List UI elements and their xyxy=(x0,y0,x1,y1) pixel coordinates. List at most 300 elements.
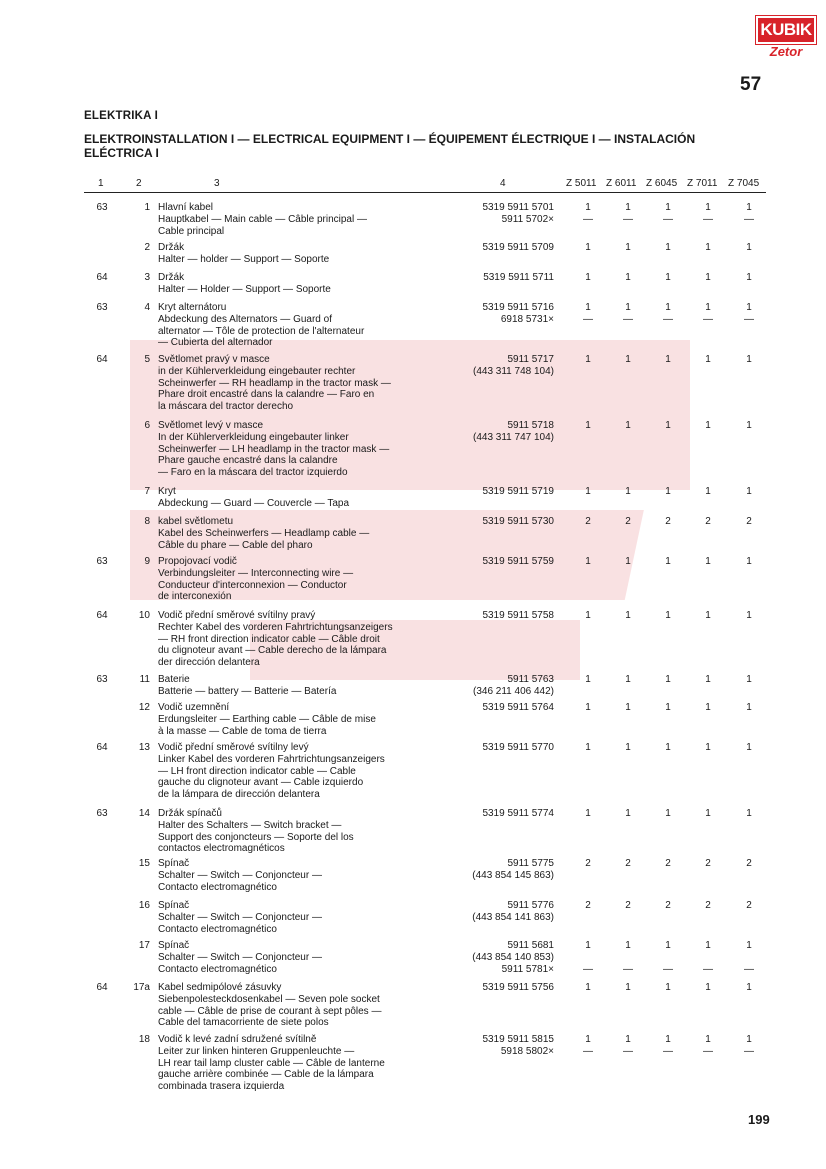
quantity-value: 2 xyxy=(705,900,711,911)
description-line: Kabel sedmipólové zásuvky xyxy=(158,982,282,993)
part-number-line: 5319 5911 5701 xyxy=(482,202,554,213)
section-heading: ELEKTRIKA I xyxy=(84,110,158,122)
row-position: 14 xyxy=(138,808,150,819)
part-number-line: 5911 5763 xyxy=(507,674,554,685)
quantity-value: 1 xyxy=(585,302,591,313)
column-header-z6011: Z 6011 xyxy=(606,178,637,189)
row-quantity-z5011 xyxy=(577,516,599,528)
row-part-number xyxy=(430,674,554,698)
row-quantity-z5011 xyxy=(577,1034,599,1058)
row-quantity-z6011 xyxy=(617,354,639,366)
description-line: Hauptkabel — Main cable — Câble principal — xyxy=(158,213,367,225)
quantity-value: 1 xyxy=(625,940,631,951)
row-quantity-z7011 xyxy=(697,486,719,498)
quantity-value: — xyxy=(703,313,713,325)
quantity-value: 1 xyxy=(665,940,671,951)
row-description xyxy=(158,302,448,349)
quantity-value: 1 xyxy=(625,272,631,283)
description-line: Spínač xyxy=(158,858,190,869)
quantity-value: 1 xyxy=(625,742,631,753)
description-line: Vodič přední směrové svítilny levý xyxy=(158,742,309,753)
row-quantity-z6045 xyxy=(657,354,679,366)
part-number-line: 5911 5776 xyxy=(507,900,554,911)
row-ref: 64 xyxy=(96,610,108,621)
row-part-number xyxy=(430,858,554,882)
row-quantity-z7011 xyxy=(697,982,719,994)
row-quantity-z6045 xyxy=(657,486,679,498)
description-line: du clignoteur avant — Cable derecho de la lámpara xyxy=(158,645,387,657)
row-description xyxy=(158,940,448,975)
description-line: Verbindungsleiter — Interconnecting wire — xyxy=(158,567,354,579)
description-line: Kabel des Scheinwerfers — Headlamp cable — xyxy=(158,527,370,539)
description-line: Contacto electromagnético xyxy=(158,963,277,975)
description-line: Scheinwerfer — RH headlamp in the tractor mask — xyxy=(158,377,391,389)
description-line: Schalter — Switch — Conjoncteur — xyxy=(158,951,322,963)
column-header-z5011: Z 5011 xyxy=(566,178,597,189)
description-line: Abdeckung des Alternators — Guard of xyxy=(158,313,332,325)
row-part-number xyxy=(430,272,554,284)
row-quantity-z7011 xyxy=(697,674,719,686)
quantity-value: 1 xyxy=(746,556,752,567)
quantity-value: 2 xyxy=(625,858,631,869)
quantity-value: 1 xyxy=(705,982,711,993)
description-line: Halter — Holder — Support — Soporte xyxy=(158,283,331,295)
row-quantity-z7011 xyxy=(697,702,719,714)
quantity-value: 1 xyxy=(746,202,752,213)
row-quantity-z7011 xyxy=(697,202,719,226)
row-position: 16 xyxy=(138,900,150,911)
quantity-value: — xyxy=(623,1045,633,1057)
row-quantity-z6045 xyxy=(657,940,679,975)
quantity-value: — xyxy=(663,1045,673,1057)
row-description xyxy=(158,516,448,551)
quantity-value: 2 xyxy=(746,516,752,527)
quantity-value: 1 xyxy=(746,302,752,313)
quantity-value: 1 xyxy=(705,302,711,313)
quantity-value: 1 xyxy=(625,702,631,713)
description-line: la máscara del tractor derecho xyxy=(158,401,294,413)
description-line: Baterie xyxy=(158,674,190,685)
row-quantity-z7011 xyxy=(697,420,719,432)
row-position: 5 xyxy=(144,354,150,365)
part-number-line: 5319 5911 5709 xyxy=(482,242,554,253)
description-line: LH rear tail lamp cluster cable — Câble de lanterne xyxy=(158,1057,385,1069)
row-quantity-z6011 xyxy=(617,516,639,528)
quantity-value: 1 xyxy=(665,302,671,313)
part-number-line: (443 854 140 853) xyxy=(472,951,554,963)
description-line: Hlavní kabel xyxy=(158,202,214,213)
column-header-z7045: Z 7045 xyxy=(728,178,760,189)
row-position: 3 xyxy=(144,272,150,283)
part-number-line: 5319 5911 5756 xyxy=(482,982,554,993)
row-quantity-z6011 xyxy=(617,272,639,284)
quantity-value: 1 xyxy=(746,420,752,431)
row-quantity-z7045 xyxy=(738,702,760,714)
row-quantity-z5011 xyxy=(577,272,599,284)
description-line: Conducteur d'interconnexion — Conductor xyxy=(158,579,347,591)
row-quantity-z5011 xyxy=(577,702,599,714)
row-quantity-z6045 xyxy=(657,742,679,754)
part-number-line: (443 854 145 863) xyxy=(472,869,554,881)
row-quantity-z7011 xyxy=(697,242,719,254)
row-description xyxy=(158,272,448,296)
row-ref: 64 xyxy=(96,982,108,993)
column-header-description: 3 xyxy=(214,178,220,189)
quantity-value: 1 xyxy=(746,742,752,753)
quantity-value: 1 xyxy=(585,702,591,713)
quantity-value: 1 xyxy=(665,486,671,497)
quantity-value: 1 xyxy=(585,202,591,213)
row-position: 9 xyxy=(144,556,150,567)
description-line: Držák xyxy=(158,242,185,253)
row-quantity-z7045 xyxy=(738,272,760,284)
quantity-value: 1 xyxy=(705,354,711,365)
description-line: Leiter zur linken hinteren Gruppenleuchte — xyxy=(158,1045,355,1057)
description-line: — RH front direction indicator cable — Câble droit xyxy=(158,633,380,645)
row-part-number xyxy=(430,516,554,528)
quantity-value: — xyxy=(663,213,673,225)
row-part-number xyxy=(430,940,554,975)
row-quantity-z7011 xyxy=(697,808,719,820)
row-position: 10 xyxy=(138,610,150,621)
quantity-value: 1 xyxy=(705,242,711,253)
quantity-value: — xyxy=(583,313,593,325)
row-quantity-z6045 xyxy=(657,1034,679,1058)
quantity-value: 1 xyxy=(585,742,591,753)
row-description xyxy=(158,1034,448,1093)
row-quantity-z7011 xyxy=(697,900,719,912)
row-position: 7 xyxy=(144,486,150,497)
section-subheading: ELEKTROINSTALLATION I — ELECTRICAL EQUIPMENT I — ÉQUIPEMENT ÉLECTRIQUE I — INSTALACIÓN ELÉCTRICA I xyxy=(84,132,696,160)
row-ref: 64 xyxy=(96,742,108,753)
row-quantity-z6045 xyxy=(657,674,679,686)
quantity-value: 1 xyxy=(625,808,631,819)
quantity-value: 2 xyxy=(665,858,671,869)
part-number-line: (443 854 141 863) xyxy=(472,911,554,923)
part-number-line: (443 311 748 104) xyxy=(473,365,554,377)
row-position: 17a xyxy=(133,982,150,993)
description-line: Phare droit encastré dans la calandre — Faro en xyxy=(158,389,375,401)
quantity-value: 1 xyxy=(705,702,711,713)
quantity-value: 2 xyxy=(625,900,631,911)
quantity-value: 1 xyxy=(665,242,671,253)
quantity-value: 1 xyxy=(625,610,631,621)
quantity-value xyxy=(577,952,599,964)
row-quantity-z7045 xyxy=(738,302,760,326)
quantity-value: 1 xyxy=(585,1034,591,1045)
quantity-value: 1 xyxy=(746,610,752,621)
row-position: 11 xyxy=(139,674,150,685)
description-line: — Faro en la máscara del tractor izquierdo xyxy=(158,467,348,479)
row-ref: 64 xyxy=(96,354,108,365)
description-line: Batterie — battery — Batterie — Batería xyxy=(158,685,337,697)
quantity-value: 1 xyxy=(705,202,711,213)
row-quantity-z7011 xyxy=(697,272,719,284)
row-quantity-z6045 xyxy=(657,702,679,714)
quantity-value: — xyxy=(703,213,713,225)
description-line: cable — Câble de prise de courant à sept pôles — xyxy=(158,1005,382,1017)
row-part-number xyxy=(430,486,554,498)
description-line: Světlomet pravý v masce xyxy=(158,354,270,365)
description-line: Linker Kabel des vorderen Fahrtrichtungsanzeigers xyxy=(158,753,385,765)
quantity-value: 1 xyxy=(746,1034,752,1045)
part-number-line: 5319 5911 5711 xyxy=(483,272,554,283)
row-part-number xyxy=(430,420,554,444)
quantity-value: 1 xyxy=(705,556,711,567)
row-quantity-z7045 xyxy=(738,808,760,820)
description-line: Schalter — Switch — Conjoncteur — xyxy=(158,911,322,923)
description-line: gauche du clignoteur avant — Cable izquierdo xyxy=(158,777,364,789)
row-description xyxy=(158,900,448,935)
row-quantity-z5011 xyxy=(577,610,599,622)
row-quantity-z6011 xyxy=(617,1034,639,1058)
description-line: Siebenpolesteckdosenkabel — Seven pole socket xyxy=(158,993,380,1005)
quantity-value: — xyxy=(623,963,633,975)
row-description xyxy=(158,486,448,510)
row-quantity-z7045 xyxy=(738,982,760,994)
part-number-line: 5319 5911 5730 xyxy=(482,516,554,527)
row-quantity-z7045 xyxy=(738,674,760,686)
row-quantity-z6045 xyxy=(657,202,679,226)
row-quantity-z5011 xyxy=(577,354,599,366)
row-part-number xyxy=(430,610,554,622)
description-line: de interconexión xyxy=(158,591,232,603)
row-quantity-z7045 xyxy=(738,742,760,754)
row-quantity-z7045 xyxy=(738,202,760,226)
row-quantity-z7011 xyxy=(697,354,719,366)
part-number-line: 5911 5781× xyxy=(501,963,554,975)
quantity-value: 1 xyxy=(585,940,591,951)
row-part-number xyxy=(430,302,554,326)
row-position: 4 xyxy=(144,302,150,313)
row-quantity-z6045 xyxy=(657,272,679,284)
row-quantity-z5011 xyxy=(577,242,599,254)
row-position: 8 xyxy=(144,516,150,527)
description-line: Kryt xyxy=(158,486,176,497)
row-quantity-z5011 xyxy=(577,486,599,498)
part-number-line: 5319 5911 5719 xyxy=(482,486,554,497)
quantity-value: 1 xyxy=(705,674,711,685)
row-quantity-z6011 xyxy=(617,420,639,432)
part-number-line: 5319 5911 5716 xyxy=(482,302,554,313)
description-line: gauche arrière combinée — Cable de la lámpara xyxy=(158,1069,374,1081)
row-description xyxy=(158,742,448,801)
row-quantity-z7045 xyxy=(738,354,760,366)
quantity-value: — xyxy=(583,963,593,975)
quantity-value: 1 xyxy=(625,486,631,497)
description-line: Support des conjoncteurs — Soporte del los xyxy=(158,831,354,843)
row-quantity-z6011 xyxy=(617,486,639,498)
row-quantity-z7045 xyxy=(738,610,760,622)
description-line: Halter des Schalters — Switch bracket — xyxy=(158,819,342,831)
row-ref: 63 xyxy=(96,674,108,685)
row-quantity-z7045 xyxy=(738,858,760,870)
quantity-value: 1 xyxy=(665,202,671,213)
part-number-line: 5319 5911 5764 xyxy=(482,702,554,713)
quantity-value: — xyxy=(583,1045,593,1057)
catalog-page-number: 199 xyxy=(748,1112,770,1127)
row-quantity-z5011 xyxy=(577,302,599,326)
quantity-value: 1 xyxy=(585,674,591,685)
part-number-line: 5319 5911 5758 xyxy=(482,610,554,621)
description-line: Abdeckung — Guard — Couvercle — Tapa xyxy=(158,497,350,509)
part-number-line: 5911 5702× xyxy=(501,213,554,225)
part-number-line: (443 311 747 104) xyxy=(473,431,554,443)
row-position: 17 xyxy=(138,940,150,951)
row-quantity-z7045 xyxy=(738,242,760,254)
quantity-value: 2 xyxy=(585,900,591,911)
part-number-line: 6918 5731× xyxy=(500,313,554,325)
quantity-value: 1 xyxy=(746,982,752,993)
quantity-value: 1 xyxy=(585,982,591,993)
quantity-value: 1 xyxy=(625,556,631,567)
column-header-part-number: 4 xyxy=(500,178,506,189)
description-line: Câble du phare — Cable del pharo xyxy=(158,539,313,551)
row-ref: 63 xyxy=(96,556,108,567)
row-quantity-z7011 xyxy=(697,556,719,568)
header-rule xyxy=(84,192,766,193)
row-quantity-z6011 xyxy=(617,742,639,754)
description-line: Držák spínačů xyxy=(158,808,222,819)
page-number: 57 xyxy=(740,74,762,95)
column-header-ref: 1 xyxy=(98,178,104,189)
row-quantity-z7011 xyxy=(697,940,719,975)
row-quantity-z7045 xyxy=(738,420,760,432)
part-number-line: 5319 5911 5815 xyxy=(482,1034,554,1045)
description-line: Cable del tamacorriente de siete polos xyxy=(158,1017,329,1029)
quantity-value: 1 xyxy=(585,556,591,567)
description-line: de la lámpara de dirección delantera xyxy=(158,789,320,801)
row-quantity-z6011 xyxy=(617,556,639,568)
row-quantity-z5011 xyxy=(577,858,599,870)
quantity-value: — xyxy=(663,963,673,975)
quantity-value xyxy=(697,952,719,964)
column-header-z7011: Z 7011 xyxy=(687,178,718,189)
row-part-number xyxy=(430,556,554,568)
description-line: Spínač xyxy=(158,940,190,951)
quantity-value: 1 xyxy=(625,674,631,685)
quantity-value: — xyxy=(744,213,754,225)
description-line: Vodič uzemnění xyxy=(158,702,230,713)
quantity-value: 1 xyxy=(705,486,711,497)
quantity-value: 2 xyxy=(585,858,591,869)
description-line: Phare gauche encastré dans la calandre xyxy=(158,455,338,467)
quantity-value: 1 xyxy=(665,354,671,365)
quantity-value: 1 xyxy=(625,1034,631,1045)
description-line: der dirección delantera xyxy=(158,657,260,669)
quantity-value: 1 xyxy=(665,1034,671,1045)
quantity-value: 1 xyxy=(585,808,591,819)
row-part-number xyxy=(430,900,554,924)
row-part-number xyxy=(430,808,554,820)
quantity-value: 1 xyxy=(746,242,752,253)
quantity-value: 1 xyxy=(665,742,671,753)
description-line: à la masse — Cable de toma de tierra xyxy=(158,725,327,737)
quantity-value: 1 xyxy=(625,202,631,213)
part-number-line: 5319 5911 5774 xyxy=(482,808,554,819)
row-quantity-z5011 xyxy=(577,900,599,912)
row-description xyxy=(158,556,448,603)
row-quantity-z6011 xyxy=(617,940,639,975)
description-line: Vodič k levé zadní sdružené svítilně xyxy=(158,1034,317,1045)
description-line: Schalter — Switch — Conjoncteur — xyxy=(158,869,322,881)
part-number-line: 5911 5681 xyxy=(507,940,554,951)
quantity-value: 1 xyxy=(585,486,591,497)
row-quantity-z5011 xyxy=(577,202,599,226)
description-line: — LH front direction indicator cable — Cable xyxy=(158,765,356,777)
row-quantity-z7045 xyxy=(738,1034,760,1058)
quantity-value: 1 xyxy=(585,242,591,253)
row-description xyxy=(158,702,448,737)
quantity-value: 1 xyxy=(625,420,631,431)
quantity-value: 1 xyxy=(665,982,671,993)
part-number-line: 5911 5775 xyxy=(507,858,554,869)
row-quantity-z6011 xyxy=(617,702,639,714)
description-line: Cable principal xyxy=(158,225,225,237)
description-line: combinada trasera izquierda xyxy=(158,1081,285,1093)
quantity-value: — xyxy=(703,963,713,975)
row-description xyxy=(158,674,448,698)
row-quantity-z6045 xyxy=(657,808,679,820)
quantity-value: 1 xyxy=(705,420,711,431)
column-header-pos: 2 xyxy=(136,178,142,189)
quantity-value: — xyxy=(623,313,633,325)
quantity-value: 1 xyxy=(585,354,591,365)
description-line: Kryt alternátoru xyxy=(158,302,227,313)
row-quantity-z5011 xyxy=(577,982,599,994)
row-position: 1 xyxy=(144,202,150,213)
part-number-line: 5319 5911 5759 xyxy=(482,556,554,567)
row-quantity-z7045 xyxy=(738,900,760,912)
row-quantity-z7045 xyxy=(738,516,760,528)
row-part-number xyxy=(430,354,554,378)
row-position: 6 xyxy=(144,420,150,431)
description-line: In der Kühlerverkleidung eingebauter linker xyxy=(158,431,349,443)
description-line: contactos electromagnéticos xyxy=(158,843,285,855)
description-line: in der Kühlerverkleidung eingebauter rechter xyxy=(158,365,356,377)
description-line: Propojovací vodič xyxy=(158,556,237,567)
quantity-value: — xyxy=(703,1045,713,1057)
row-position: 2 xyxy=(144,242,150,253)
row-quantity-z6045 xyxy=(657,610,679,622)
description-line: Rechter Kabel des vorderen Fahrtrichtungsanzeigers xyxy=(158,621,393,633)
quantity-value: 1 xyxy=(746,272,752,283)
quantity-value xyxy=(738,952,760,964)
row-description xyxy=(158,858,448,893)
quantity-value xyxy=(657,952,679,964)
row-part-number xyxy=(430,982,554,994)
row-quantity-z5011 xyxy=(577,420,599,432)
row-description xyxy=(158,354,448,413)
description-line: Držák xyxy=(158,272,185,283)
quantity-value: 2 xyxy=(665,900,671,911)
row-quantity-z7011 xyxy=(697,858,719,870)
row-part-number xyxy=(430,1034,554,1058)
quantity-value: — xyxy=(663,313,673,325)
quantity-value: — xyxy=(623,213,633,225)
quantity-value: 1 xyxy=(705,610,711,621)
row-quantity-z6011 xyxy=(617,858,639,870)
row-quantity-z5011 xyxy=(577,556,599,568)
row-quantity-z6045 xyxy=(657,858,679,870)
description-line: Vodič přední směrové svítilny pravý xyxy=(158,610,316,621)
quantity-value: 2 xyxy=(705,858,711,869)
description-line: kabel světlometu xyxy=(158,516,234,527)
description-line: alternator — Tôle de protection de l'alternateur xyxy=(158,325,365,337)
quantity-value: 1 xyxy=(585,272,591,283)
quantity-value: 1 xyxy=(585,420,591,431)
part-number-line: 5911 5717 xyxy=(507,354,554,365)
